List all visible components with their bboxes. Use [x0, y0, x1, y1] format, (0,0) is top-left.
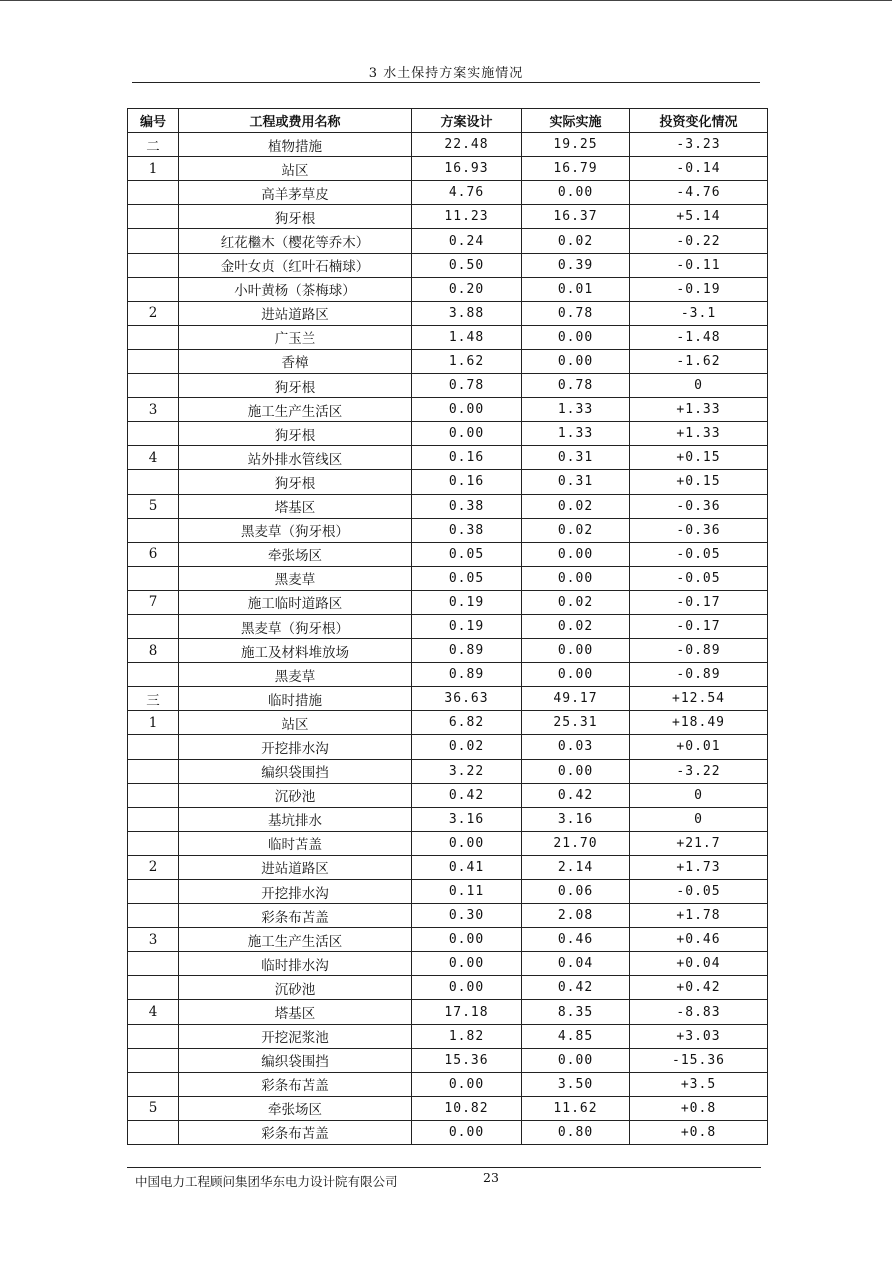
cell-item-name: 临时措施: [179, 687, 412, 711]
cell-item-name: 开挖排水沟: [179, 735, 412, 759]
cell-item-name: 沉砂池: [179, 783, 412, 807]
cell-item-name: 临时苫盖: [179, 831, 412, 855]
cell-item-name: 黑麦草: [179, 663, 412, 687]
cell-planned: 0.19: [412, 614, 522, 638]
cell-number: [128, 783, 179, 807]
cell-item-name: 沉砂池: [179, 976, 412, 1000]
cell-actual: 8.35: [522, 1000, 630, 1024]
table-row: [128, 518, 768, 542]
cell-planned: 0.38: [412, 494, 522, 518]
cell-change: +1.33: [630, 422, 768, 446]
cell-planned: 0.00: [412, 928, 522, 952]
cell-change: +18.49: [630, 711, 768, 735]
cell-actual: 16.79: [522, 157, 630, 181]
cell-number: [128, 422, 179, 446]
cell-number: [128, 735, 179, 759]
cell-actual: 0.31: [522, 470, 630, 494]
cell-item-name: 施工临时道路区: [179, 590, 412, 614]
cell-change: -1.48: [630, 325, 768, 349]
cell-actual: 49.17: [522, 687, 630, 711]
cell-planned: 36.63: [412, 687, 522, 711]
cell-number: 5: [128, 1096, 179, 1120]
cell-item-name: 牵张场区: [179, 542, 412, 566]
table-row: [128, 614, 768, 638]
cell-planned: 0.00: [412, 1072, 522, 1096]
cell-change: -0.19: [630, 277, 768, 301]
cell-item-name: 牵张场区: [179, 1096, 412, 1120]
table-row: [128, 783, 768, 807]
cell-actual: 25.31: [522, 711, 630, 735]
table-row: [128, 229, 768, 253]
cell-item-name: 施工生产生活区: [179, 398, 412, 422]
cell-change: 0: [630, 374, 768, 398]
table-row: [128, 735, 768, 759]
table-row: [128, 301, 768, 325]
cell-change: 0: [630, 807, 768, 831]
cell-planned: 1.82: [412, 1024, 522, 1048]
cell-planned: 0.16: [412, 446, 522, 470]
table-row: [128, 639, 768, 663]
cell-planned: 3.16: [412, 807, 522, 831]
table-row: [128, 952, 768, 976]
cell-number: [128, 807, 179, 831]
table-body: [128, 133, 768, 1145]
cell-planned: 15.36: [412, 1048, 522, 1072]
cell-change: +3.5: [630, 1072, 768, 1096]
cell-change: -1.62: [630, 349, 768, 373]
cell-item-name: 狗牙根: [179, 205, 412, 229]
table-row: [128, 1072, 768, 1096]
cell-actual: 0.02: [522, 614, 630, 638]
cell-item-name: 香樟: [179, 349, 412, 373]
cell-number: [128, 831, 179, 855]
cell-planned: 4.76: [412, 181, 522, 205]
cell-planned: 0.38: [412, 518, 522, 542]
cell-change: +3.03: [630, 1024, 768, 1048]
cell-item-name: 进站道路区: [179, 301, 412, 325]
cell-item-name: 狗牙根: [179, 470, 412, 494]
cell-change: -0.17: [630, 614, 768, 638]
cell-item-name: 基坑排水: [179, 807, 412, 831]
cell-change: +0.01: [630, 735, 768, 759]
table-header-row: [128, 109, 768, 133]
cell-change: -0.05: [630, 880, 768, 904]
cell-actual: 0.00: [522, 349, 630, 373]
cell-item-name: 红花檵木（樱花等乔木）: [179, 229, 412, 253]
cell-planned: 0.20: [412, 277, 522, 301]
cell-item-name: 广玉兰: [179, 325, 412, 349]
cell-planned: 11.23: [412, 205, 522, 229]
table-row: [128, 687, 768, 711]
table-row: [128, 1024, 768, 1048]
table-row: [128, 349, 768, 373]
cell-item-name: 站区: [179, 157, 412, 181]
cell-planned: 0.00: [412, 398, 522, 422]
cell-change: +0.46: [630, 928, 768, 952]
table-row: [128, 470, 768, 494]
table-row: [128, 446, 768, 470]
cell-item-name: 彩条布苫盖: [179, 904, 412, 928]
cell-planned: 0.00: [412, 976, 522, 1000]
cell-actual: 1.33: [522, 398, 630, 422]
cell-actual: 0.78: [522, 301, 630, 325]
cell-actual: 0.42: [522, 783, 630, 807]
cell-number: [128, 229, 179, 253]
cell-item-name: 小叶黄杨（茶梅球）: [179, 277, 412, 301]
cell-item-name: 黑麦草: [179, 566, 412, 590]
table-row: [128, 855, 768, 879]
cell-planned: 0.16: [412, 470, 522, 494]
cell-actual: 1.33: [522, 422, 630, 446]
table-row: [128, 205, 768, 229]
cell-item-name: 植物措施: [179, 133, 412, 157]
header-actual-implementation: 实际实施: [522, 109, 630, 133]
table-row: [128, 494, 768, 518]
cell-actual: 0.00: [522, 566, 630, 590]
cell-change: -8.83: [630, 1000, 768, 1024]
footer-company-name: 中国电力工程顾问集团华东电力设计院有限公司: [135, 1174, 398, 1189]
cell-number: [128, 759, 179, 783]
cell-change: -0.22: [630, 229, 768, 253]
cell-actual: 0.42: [522, 976, 630, 1000]
cell-number: [128, 880, 179, 904]
cell-actual: 3.16: [522, 807, 630, 831]
cell-item-name: 狗牙根: [179, 374, 412, 398]
cell-change: -3.23: [630, 133, 768, 157]
table-row: [128, 759, 768, 783]
cell-change: +0.42: [630, 976, 768, 1000]
cell-actual: 0.06: [522, 880, 630, 904]
cell-change: -0.05: [630, 542, 768, 566]
cell-number: 二: [128, 133, 179, 157]
cell-change: -3.1: [630, 301, 768, 325]
cell-item-name: 开挖泥浆池: [179, 1024, 412, 1048]
table-row: [128, 928, 768, 952]
table-row: [128, 880, 768, 904]
investment-table: [127, 108, 768, 1145]
cell-actual: 0.00: [522, 325, 630, 349]
cell-planned: 0.02: [412, 735, 522, 759]
cell-number: 7: [128, 590, 179, 614]
cell-item-name: 开挖排水沟: [179, 880, 412, 904]
cell-planned: 0.41: [412, 855, 522, 879]
cell-planned: 0.00: [412, 952, 522, 976]
cell-actual: 0.02: [522, 494, 630, 518]
table-row: [128, 157, 768, 181]
cell-item-name: 金叶女贞（红叶石楠球）: [179, 253, 412, 277]
cell-item-name: 彩条布苫盖: [179, 1120, 412, 1144]
cell-number: [128, 614, 179, 638]
cell-planned: 0.89: [412, 639, 522, 663]
cell-item-name: 塔基区: [179, 494, 412, 518]
cell-number: [128, 952, 179, 976]
table-row: [128, 422, 768, 446]
cell-number: [128, 518, 179, 542]
cell-item-name: 站区: [179, 711, 412, 735]
table-row: [128, 590, 768, 614]
table-row: [128, 711, 768, 735]
cell-change: +12.54: [630, 687, 768, 711]
cell-number: 3: [128, 928, 179, 952]
cell-number: 三: [128, 687, 179, 711]
cell-actual: 0.00: [522, 181, 630, 205]
header-item-name: 工程或费用名称: [179, 109, 412, 133]
table-row: [128, 277, 768, 301]
table-row: [128, 374, 768, 398]
cell-planned: 16.93: [412, 157, 522, 181]
cell-number: [128, 277, 179, 301]
cell-planned: 0.05: [412, 542, 522, 566]
cell-actual: 0.00: [522, 542, 630, 566]
cell-change: -0.89: [630, 639, 768, 663]
cell-number: 3: [128, 398, 179, 422]
cell-number: [128, 253, 179, 277]
cell-number: 1: [128, 711, 179, 735]
cell-planned: 0.19: [412, 590, 522, 614]
cell-number: [128, 374, 179, 398]
table-row: [128, 325, 768, 349]
cell-change: +1.33: [630, 398, 768, 422]
cell-actual: 16.37: [522, 205, 630, 229]
cell-planned: 10.82: [412, 1096, 522, 1120]
table-row: [128, 253, 768, 277]
cell-planned: 0.24: [412, 229, 522, 253]
cell-item-name: 临时排水沟: [179, 952, 412, 976]
cell-actual: 4.85: [522, 1024, 630, 1048]
cell-number: 8: [128, 639, 179, 663]
cell-change: +0.8: [630, 1120, 768, 1144]
cell-planned: 0.89: [412, 663, 522, 687]
cell-change: -4.76: [630, 181, 768, 205]
cell-planned: 0.00: [412, 1120, 522, 1144]
cell-number: [128, 1024, 179, 1048]
cell-planned: 0.42: [412, 783, 522, 807]
cell-planned: 0.05: [412, 566, 522, 590]
footer-rule: [127, 1167, 761, 1168]
cell-number: [128, 976, 179, 1000]
cell-planned: 0.78: [412, 374, 522, 398]
cell-number: 1: [128, 157, 179, 181]
cell-item-name: 狗牙根: [179, 422, 412, 446]
cell-number: [128, 1048, 179, 1072]
header-number: 编号: [128, 109, 179, 133]
cell-actual: 0.00: [522, 639, 630, 663]
cell-change: +1.73: [630, 855, 768, 879]
cell-number: 4: [128, 446, 179, 470]
cell-actual: 0.00: [522, 1048, 630, 1072]
cell-item-name: 施工及材料堆放场: [179, 639, 412, 663]
cell-number: [128, 1120, 179, 1144]
cell-number: [128, 325, 179, 349]
cell-change: -0.05: [630, 566, 768, 590]
cell-number: 2: [128, 301, 179, 325]
cell-number: [128, 663, 179, 687]
cell-planned: 17.18: [412, 1000, 522, 1024]
cell-change: -0.17: [630, 590, 768, 614]
cell-number: [128, 904, 179, 928]
cell-actual: 0.02: [522, 590, 630, 614]
cell-number: [128, 1072, 179, 1096]
table-row: [128, 133, 768, 157]
table-row: [128, 566, 768, 590]
cell-change: -0.89: [630, 663, 768, 687]
cell-item-name: 彩条布苫盖: [179, 1072, 412, 1096]
table-row: [128, 904, 768, 928]
cell-number: 4: [128, 1000, 179, 1024]
cell-number: [128, 470, 179, 494]
cell-number: 2: [128, 855, 179, 879]
cell-change: -0.36: [630, 518, 768, 542]
page-header-title: 3 水土保持方案实施情况: [368, 66, 524, 81]
cell-change: +0.04: [630, 952, 768, 976]
cell-change: +0.15: [630, 470, 768, 494]
top-border-line: [0, 0, 892, 1]
cell-item-name: 黑麦草（狗牙根）: [179, 518, 412, 542]
table-row: [128, 1048, 768, 1072]
cell-planned: 0.00: [412, 422, 522, 446]
cell-actual: 0.02: [522, 518, 630, 542]
page-number: 23: [483, 1170, 499, 1185]
cell-planned: 6.82: [412, 711, 522, 735]
cell-number: [128, 566, 179, 590]
cell-actual: 0.01: [522, 277, 630, 301]
cell-actual: 0.39: [522, 253, 630, 277]
cell-planned: 3.88: [412, 301, 522, 325]
cell-actual: 21.70: [522, 831, 630, 855]
cell-change: -0.36: [630, 494, 768, 518]
table-row: [128, 976, 768, 1000]
cell-actual: 0.03: [522, 735, 630, 759]
cell-planned: 0.11: [412, 880, 522, 904]
cell-item-name: 塔基区: [179, 1000, 412, 1024]
table-row: [128, 663, 768, 687]
cell-planned: 0.00: [412, 831, 522, 855]
cell-actual: 11.62: [522, 1096, 630, 1120]
cell-change: -0.14: [630, 157, 768, 181]
cell-number: 5: [128, 494, 179, 518]
table-row: [128, 1096, 768, 1120]
header-rule: [132, 82, 760, 83]
cell-actual: 2.08: [522, 904, 630, 928]
cell-number: [128, 205, 179, 229]
cell-number: 6: [128, 542, 179, 566]
table-row: [128, 807, 768, 831]
table-row: [128, 181, 768, 205]
cell-change: +5.14: [630, 205, 768, 229]
cell-actual: 0.80: [522, 1120, 630, 1144]
cell-change: 0: [630, 783, 768, 807]
cell-number: [128, 349, 179, 373]
cell-actual: 0.02: [522, 229, 630, 253]
table-row: [128, 1000, 768, 1024]
cell-actual: 0.04: [522, 952, 630, 976]
cell-planned: 1.48: [412, 325, 522, 349]
cell-change: -15.36: [630, 1048, 768, 1072]
table-row: [128, 542, 768, 566]
cell-item-name: 施工生产生活区: [179, 928, 412, 952]
cell-change: +1.78: [630, 904, 768, 928]
cell-planned: 1.62: [412, 349, 522, 373]
cell-actual: 0.31: [522, 446, 630, 470]
cell-item-name: 进站道路区: [179, 855, 412, 879]
cell-actual: 3.50: [522, 1072, 630, 1096]
cell-item-name: 编织袋围挡: [179, 1048, 412, 1072]
cell-planned: 0.50: [412, 253, 522, 277]
cell-actual: 0.78: [522, 374, 630, 398]
cell-item-name: 黑麦草（狗牙根）: [179, 614, 412, 638]
table-row: [128, 398, 768, 422]
cell-change: +21.7: [630, 831, 768, 855]
cell-actual: 2.14: [522, 855, 630, 879]
cell-item-name: 高羊茅草皮: [179, 181, 412, 205]
cell-item-name: 站外排水管线区: [179, 446, 412, 470]
cell-planned: 22.48: [412, 133, 522, 157]
cell-change: +0.15: [630, 446, 768, 470]
cell-item-name: 编织袋围挡: [179, 759, 412, 783]
cell-actual: 0.46: [522, 928, 630, 952]
cell-number: [128, 181, 179, 205]
cell-actual: 0.00: [522, 663, 630, 687]
cell-actual: 19.25: [522, 133, 630, 157]
table-row: [128, 1120, 768, 1144]
cell-planned: 3.22: [412, 759, 522, 783]
cell-actual: 0.00: [522, 759, 630, 783]
table-row: [128, 831, 768, 855]
cell-planned: 0.30: [412, 904, 522, 928]
cell-change: +0.8: [630, 1096, 768, 1120]
cell-change: -0.11: [630, 253, 768, 277]
cell-change: -3.22: [630, 759, 768, 783]
header-planned-design: 方案设计: [412, 109, 522, 133]
header-investment-change: 投资变化情况: [630, 109, 768, 133]
